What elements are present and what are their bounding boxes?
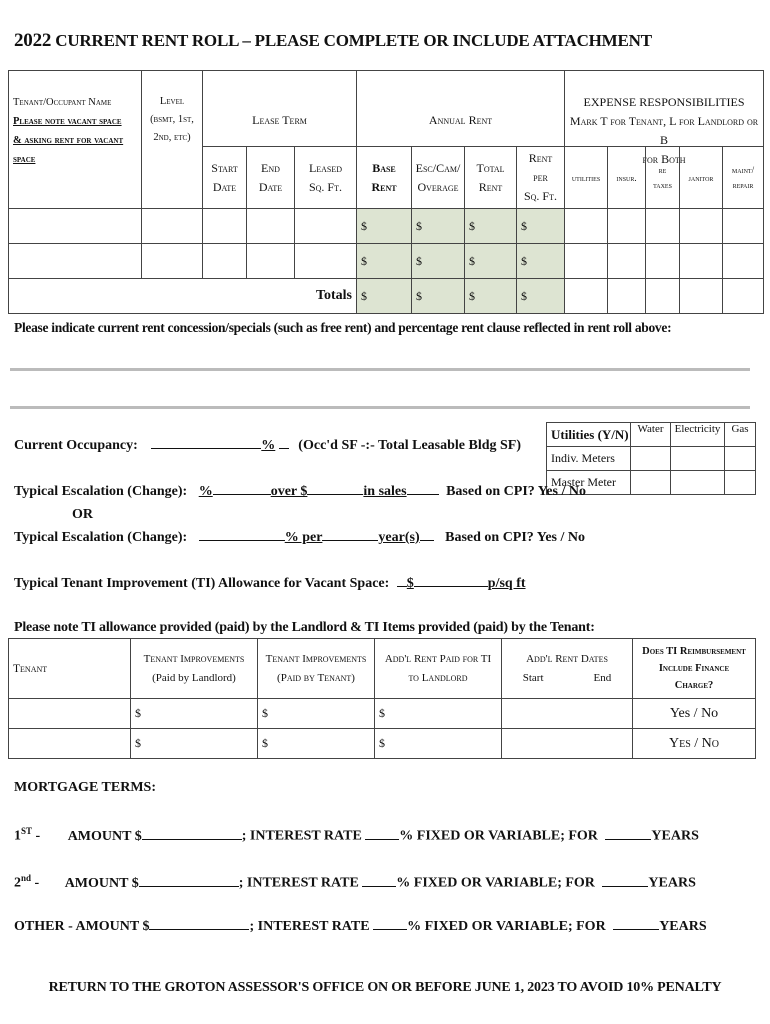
concession-line-1[interactable] (10, 368, 750, 371)
mortgage-second-label: 2 (14, 875, 21, 891)
re-taxes-cell[interactable] (646, 244, 680, 279)
base-rent-cell[interactable]: $ (357, 209, 412, 244)
col-label: Include Finance (658, 663, 730, 674)
addl-dates-cell[interactable] (502, 699, 633, 729)
escalation2-fill (420, 540, 434, 541)
occupancy-line (14, 438, 521, 454)
esc-cam-cell[interactable]: $ (412, 244, 465, 279)
rent-per-sqft-total[interactable]: $ (517, 279, 565, 314)
ti-tenant-paid-header (258, 639, 375, 699)
utilities-cell[interactable] (565, 209, 608, 244)
mortgage-rate-label: ; INTEREST RATE (249, 919, 370, 934)
mortgage-years-label: YEARS (648, 875, 696, 891)
mortgage-rate-label: ; INTEREST RATE (241, 828, 362, 844)
insur-cell[interactable] (608, 279, 646, 314)
ti-landlord-header (131, 639, 258, 699)
master-water-cell[interactable] (631, 471, 671, 495)
total-rent-header (465, 147, 517, 209)
gas-col-header: Gas (725, 423, 756, 447)
col-label: End (593, 671, 612, 684)
concession-prompt: Please indicate current rent concession/specials (such as free rent) and percentage rent clause reflected in rent roll above: (14, 320, 672, 335)
col-label: Rent (371, 179, 397, 194)
col-label: Base (372, 160, 396, 175)
end-date-cell[interactable] (247, 209, 295, 244)
occupancy-fill (279, 448, 289, 449)
col-label: Leased (308, 160, 343, 175)
finance-yes-no[interactable]: Yes / No (633, 729, 756, 759)
col-label: Sq. Ft. (523, 189, 557, 203)
col-label: Tenant Improvements (265, 652, 367, 665)
escalation-pct: % (198, 484, 213, 499)
or-text: OR (72, 507, 93, 522)
ti-dollar: $ (406, 576, 414, 591)
addl-rent-header (375, 639, 502, 699)
tenant-header-note: Please note vacant space (13, 116, 122, 127)
escalation2-per: % per (284, 530, 323, 545)
annual-rent-header: Annual Rent (357, 71, 565, 209)
mortgage-first-rate-input[interactable] (365, 839, 399, 840)
master-gas-cell[interactable] (725, 471, 756, 495)
leased-sqft-cell[interactable] (295, 209, 357, 244)
total-rent-cell[interactable]: $ (465, 209, 517, 244)
escalation-line-2 (14, 530, 585, 546)
total-rent-total[interactable]: $ (465, 279, 517, 314)
lease-term-header: Lease Term (203, 71, 357, 209)
expense-header-line: for Both (642, 152, 686, 166)
base-rent-header (357, 147, 412, 209)
occupancy-formula: (Occ'd SF -:- Total Leasable Bldg SF) (298, 438, 522, 453)
totals-row (9, 279, 764, 314)
col-label: Start (211, 160, 238, 175)
rent-per-sqft-header (517, 147, 565, 209)
expense-header-line: EXPENSE RESPONSIBILITIES (583, 95, 745, 109)
mortgage-years-label: YEARS (659, 919, 707, 934)
col-label: taxes (653, 179, 672, 190)
ti-tenant-cell[interactable] (9, 699, 131, 729)
rent-per-sqft-cell[interactable]: $ (517, 209, 565, 244)
table-row (9, 209, 764, 244)
indiv-gas-cell[interactable] (725, 447, 756, 471)
level-header-line: Level (159, 96, 185, 107)
escalation-cpi[interactable]: Based on CPI? Yes / No (446, 484, 586, 499)
col-label: Sq. Ft. (308, 179, 342, 194)
expense-header-line: Mark T for Tenant, L for Landlord or B (569, 114, 759, 147)
mortgage-years-label: YEARS (651, 828, 699, 844)
col-label: (Paid by Landlord) (152, 671, 236, 684)
level-header-line: 2nd, etc) (153, 132, 191, 143)
col-label: Rent (478, 179, 503, 194)
base-rent-cell[interactable]: $ (357, 244, 412, 279)
level-cell[interactable] (142, 244, 203, 279)
col-label: re (658, 164, 667, 175)
col-label: per (533, 170, 548, 184)
esc-cam-cell[interactable]: $ (412, 209, 465, 244)
ti-tenant-header: Tenant (9, 639, 131, 699)
col-label: Date (258, 179, 283, 194)
col-label: maint/ (731, 164, 755, 175)
rent-roll-subheader (8, 146, 764, 314)
col-label: to Landlord (408, 671, 468, 684)
mortgage-dash: - (32, 828, 41, 844)
mortgage-second-amount-input[interactable] (139, 886, 239, 887)
water-col-header: Water (631, 423, 671, 447)
mortgage-second-rate-input[interactable] (362, 886, 396, 887)
col-label: Charge? (674, 680, 714, 691)
leased-sqft-header (295, 147, 357, 209)
col-label: Total (476, 160, 505, 175)
mortgage-first-years-input[interactable] (605, 839, 651, 840)
escalation-label: Typical Escalation (Change): (14, 530, 188, 545)
col-label: (Paid by Tenant) (277, 671, 355, 684)
finance-charge-header (633, 639, 756, 699)
escalation-label: Typical Escalation (Change): (14, 484, 188, 499)
escalation2-cpi[interactable]: Based on CPI? Yes / No (445, 530, 586, 545)
occupancy-percent: % (261, 438, 276, 453)
table-row (9, 699, 756, 729)
finance-yes-no[interactable]: Yes / No (633, 699, 756, 729)
addl-rent-cell[interactable]: $ (375, 699, 502, 729)
return-deadline-footer: RETURN TO THE GROTON ASSESSOR'S OFFICE ON OR BEFORE JUNE 1, 2023 TO AVOID 10% PENALTY (48, 980, 722, 995)
end-date-header (247, 147, 295, 209)
leased-sqft-cell[interactable] (295, 244, 357, 279)
mortgage-second-sup: nd (21, 873, 32, 883)
janitor-cell[interactable] (680, 209, 723, 244)
escalation-line-1 (14, 484, 586, 500)
ti-tenant-paid-cell[interactable]: $ (258, 699, 375, 729)
electricity-col-header: Electricity (671, 423, 725, 447)
addl-dates-sub (502, 669, 632, 688)
utilities-yn-header: Utilities (Y/N) (547, 423, 631, 447)
escalation-over: over $ (270, 484, 308, 499)
escalation2-years-input[interactable] (322, 540, 378, 541)
occupancy-label: Current Occupancy: (14, 438, 138, 453)
rent-per-sqft-cell[interactable]: $ (517, 244, 565, 279)
escalation-sales-input[interactable] (307, 494, 363, 495)
ti-tenant-cell[interactable] (9, 729, 131, 759)
mortgage-dash: - (31, 875, 40, 891)
master-electricity-cell[interactable] (671, 471, 725, 495)
janitor-cell[interactable] (680, 279, 723, 314)
col-label: Add'l Rent Dates (526, 652, 608, 665)
col-label: Add'l Rent Paid for TI (384, 652, 492, 665)
indiv-electricity-cell[interactable] (671, 447, 725, 471)
ti-unit: p/sq ft (487, 576, 526, 591)
insurance-header: insur. (608, 147, 646, 209)
tenant-header-line: Tenant/Occupant Name (13, 97, 112, 108)
mortgage-rate-label: ; INTEREST RATE (238, 875, 359, 891)
indiv-water-cell[interactable] (631, 447, 671, 471)
ti-note: Please note TI allowance provided (paid) by the Landlord & TI Items provided (paid) by the Tenant: (14, 620, 595, 635)
col-label: Date (212, 179, 237, 194)
escalation-in-sales: in sales (363, 484, 407, 499)
col-label: Overage (417, 179, 459, 194)
mortgage-second-years-input[interactable] (602, 886, 648, 887)
level-cell[interactable] (142, 209, 203, 244)
col-label: Tenant Improvements (143, 652, 245, 665)
ti-tenant-paid-cell[interactable]: $ (258, 729, 375, 759)
start-date-header (203, 147, 247, 209)
indiv-meters-label: Indiv. Meters (547, 447, 631, 471)
master-meter-label: Master Meter (547, 471, 631, 495)
ti-allowance-label: Typical Tenant Improvement (TI) Allowance for Vacant Space: (14, 576, 390, 591)
mortgage-amount-label: AMOUNT $ (64, 875, 139, 891)
mortgage-first-sup: ST (21, 826, 33, 836)
addl-dates-cell[interactable] (502, 729, 633, 759)
mortgage-fixed-label: % FIXED OR VARIABLE; FOR (396, 875, 595, 891)
utilities-cell[interactable] (565, 279, 608, 314)
ti-allowance-input[interactable] (414, 586, 488, 587)
utilities-header: utilities (565, 147, 608, 209)
table-row (9, 729, 756, 759)
col-label: End (261, 160, 280, 175)
escalation2-years: year(s) (378, 530, 420, 545)
col-label: Rent (528, 151, 553, 165)
start-date-cell[interactable] (203, 244, 247, 279)
col-label: Start (522, 671, 544, 684)
total-rent-cell[interactable]: $ (465, 244, 517, 279)
tenant-header-note: & asking rent for vacant (13, 135, 124, 146)
table-row (9, 244, 764, 279)
ti-allowance-line (14, 576, 526, 592)
addl-rent-dates-header (502, 639, 633, 699)
mortgage-first-amount-input[interactable] (142, 839, 242, 840)
escalation-pct-input[interactable] (213, 494, 271, 495)
re-taxes-cell[interactable] (646, 279, 680, 314)
form-title (14, 30, 652, 52)
re-taxes-cell[interactable] (646, 209, 680, 244)
totals-label: Totals (9, 279, 357, 314)
level-header-line: (bsmt, 1st, (150, 114, 194, 125)
insur-cell[interactable] (608, 209, 646, 244)
utilities-cell[interactable] (565, 244, 608, 279)
janitor-header: janitor (680, 147, 723, 209)
ti-landlord-cell[interactable]: $ (131, 699, 258, 729)
mortgage-other-years-input[interactable] (613, 929, 659, 930)
col-label: repair (732, 179, 754, 190)
janitor-cell[interactable] (680, 244, 723, 279)
tenant-cell[interactable] (9, 209, 142, 244)
re-taxes-header (646, 147, 680, 209)
mortgage-second-line (14, 873, 696, 892)
tenant-cell[interactable] (9, 244, 142, 279)
esc-cam-total[interactable]: $ (412, 279, 465, 314)
maint-cell[interactable] (723, 244, 764, 279)
ti-landlord-cell[interactable]: $ (131, 729, 258, 759)
col-label: Does TI Reimbursement (642, 646, 746, 657)
maint-cell[interactable] (723, 279, 764, 314)
mortgage-other-rate-input[interactable] (373, 929, 407, 930)
form-title-year: 2022 (14, 30, 52, 51)
form-title-text: CURRENT RENT ROLL – PLEASE COMPLETE OR INCLUDE ATTACHMENT (55, 31, 652, 50)
base-rent-total[interactable]: $ (357, 279, 412, 314)
mortgage-amount-label: AMOUNT $ (67, 828, 142, 844)
escalation2-pct-input[interactable] (199, 540, 285, 541)
insur-cell[interactable] (608, 244, 646, 279)
col-label: Esc/Cam/ (415, 160, 461, 175)
mortgage-fixed-label: % FIXED OR VARIABLE; FOR (399, 828, 598, 844)
mortgage-other-amount-input[interactable] (149, 929, 249, 930)
maint-cell[interactable] (723, 209, 764, 244)
start-date-cell[interactable] (203, 209, 247, 244)
end-date-cell[interactable] (247, 244, 295, 279)
ti-fill (397, 586, 407, 587)
occupancy-input[interactable] (151, 448, 261, 449)
mortgage-other-label: OTHER - AMOUNT $ (14, 919, 150, 934)
ti-table (8, 638, 756, 759)
maint-repair-header (723, 147, 764, 209)
escalation-fill (407, 494, 439, 495)
esc-cam-header (412, 147, 465, 209)
mortgage-fixed-label: % FIXED OR VARIABLE; FOR (407, 919, 606, 934)
mortgage-other-line (14, 919, 707, 935)
tenant-header-note: space (13, 154, 36, 165)
mortgage-first-line (14, 826, 699, 845)
addl-rent-cell[interactable]: $ (375, 729, 502, 759)
mortgage-first-label: 1 (14, 828, 21, 844)
mortgage-header: MORTGAGE TERMS: (14, 780, 156, 795)
concession-line-2[interactable] (10, 406, 750, 409)
